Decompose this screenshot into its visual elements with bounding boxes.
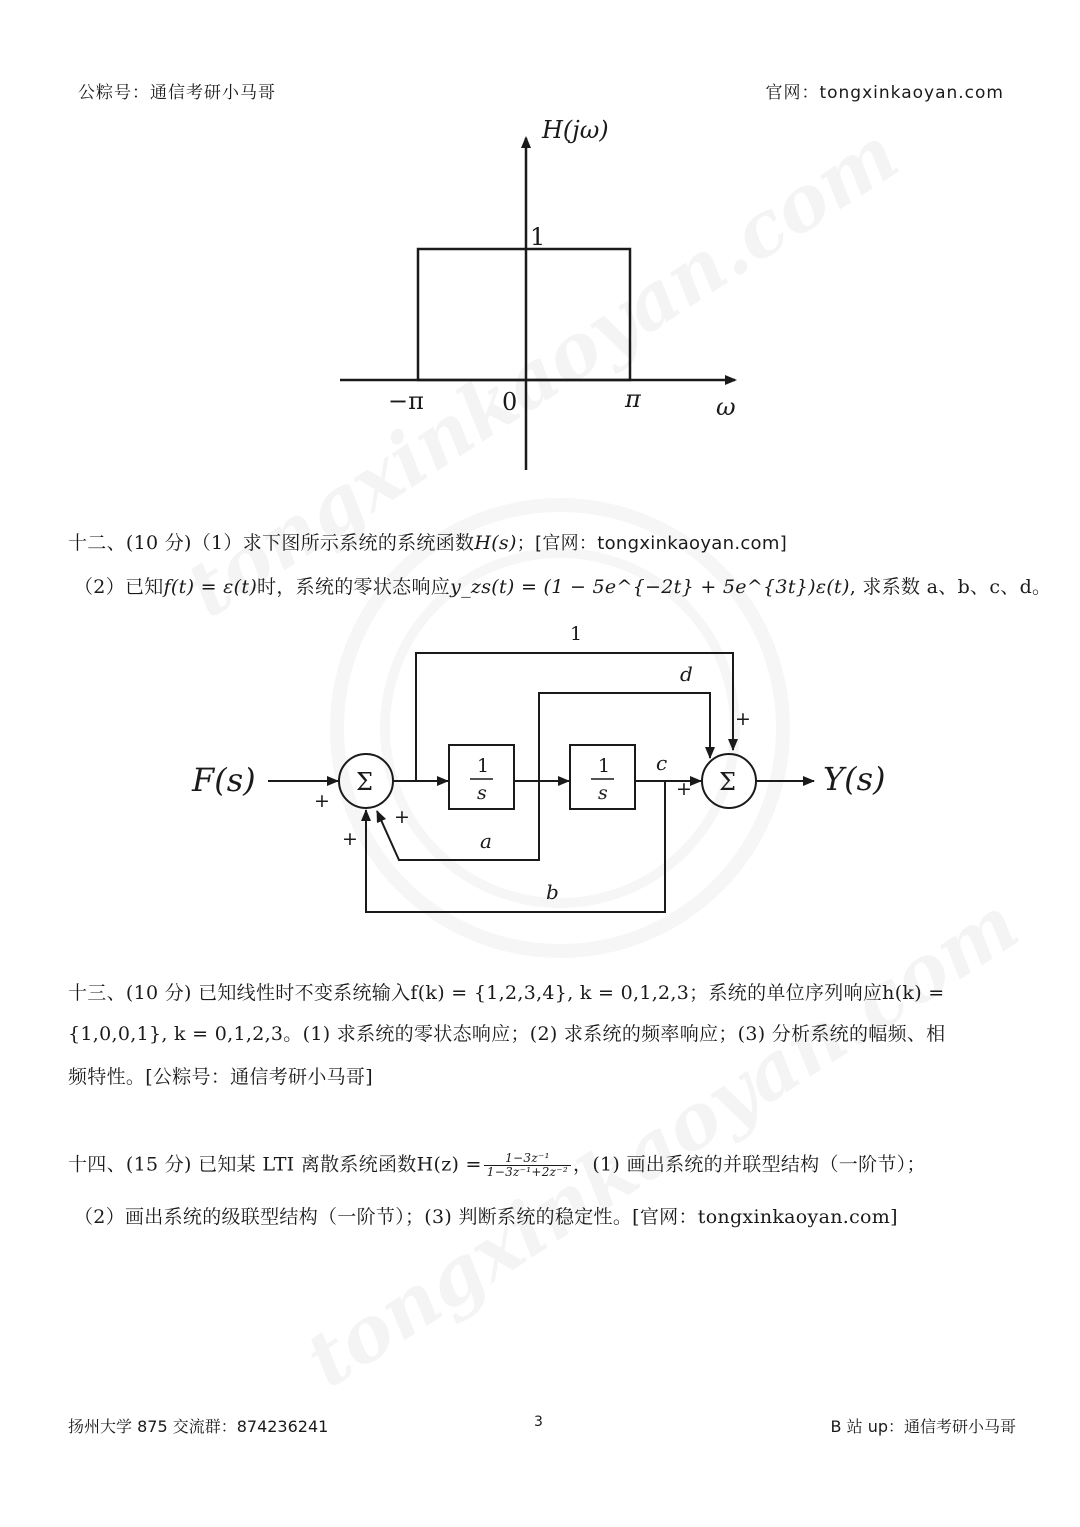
plus-sign-input: + bbox=[314, 790, 330, 812]
q12-line2-math2: y_zs(t) = (1 − 5e^{−2t} + 5e^{3t})ε(t) bbox=[450, 576, 850, 598]
gain-b-label: b bbox=[546, 880, 559, 904]
watermark-text-lower bbox=[290, 879, 1034, 1405]
q12-line1-math: H(s) bbox=[474, 532, 517, 554]
q12-line2-text-b: 时，系统的零状态响应 bbox=[257, 576, 451, 598]
q12-line2-math1: f(t) = ε(t) bbox=[163, 576, 258, 598]
q12-line1 bbox=[68, 532, 787, 555]
y-axis-label: H(jω) bbox=[542, 116, 609, 144]
q14-frac-den: 1−3z⁻¹+2z⁻² bbox=[486, 1165, 569, 1180]
q14-line1-text-a: 十四、(15 分) 已知某 LTI 离散系统函数H(z) = bbox=[68, 1153, 482, 1176]
integrator-2-num: 1 bbox=[598, 755, 611, 777]
q13-line3: 频特性。[公粽号：通信考研小马哥] bbox=[68, 1066, 373, 1088]
block-diagram bbox=[180, 615, 900, 925]
header-right: 官网：tongxinkaoyan.com bbox=[765, 83, 1004, 103]
q12-line1-text-a: 十二、(10 分)（1）求下图所示系统的系统函数 bbox=[68, 532, 475, 554]
passband-rect bbox=[418, 249, 630, 380]
page-number: 3 bbox=[534, 1414, 543, 1430]
integrator-1-num: 1 bbox=[477, 755, 490, 777]
plus-sign-a: + bbox=[394, 806, 410, 828]
plus-sign-top: + bbox=[735, 708, 751, 730]
input-label: F(s) bbox=[192, 761, 256, 799]
integrator-1-den: s bbox=[477, 782, 487, 804]
output-label: Y(s) bbox=[823, 760, 886, 798]
q13-line1: 十三、(10 分) 已知线性时不变系统输入f(k) = {1,2,3,4}, k = 0,1,2,3；系统的单位序列响应h(k) = bbox=[68, 982, 945, 1004]
q12-line1-text-b: ；[官网：tongxinkaoyan.com] bbox=[516, 533, 788, 554]
gain-top-label: 1 bbox=[570, 623, 583, 645]
summer-left-symbol: Σ bbox=[356, 768, 373, 796]
plus-sign-c: + bbox=[676, 778, 692, 800]
q12-line2 bbox=[74, 576, 1051, 599]
header-left: 公粽号：通信考研小马哥 bbox=[78, 83, 276, 103]
q14-frac-num: 1−3z⁻¹ bbox=[484, 1152, 571, 1166]
integrator-2-den: s bbox=[598, 782, 608, 804]
gain-d-label: d bbox=[680, 662, 693, 686]
level-label: 1 bbox=[530, 223, 546, 251]
tick-zero: 0 bbox=[502, 388, 518, 416]
summer-right-symbol: Σ bbox=[719, 768, 736, 796]
q14-line2: （2）画出系统的级联型结构（一阶节）；(3) 判断系统的稳定性。[官网：tongxinkaoyan.com] bbox=[74, 1206, 898, 1228]
tick-pi: π bbox=[625, 385, 641, 413]
q13-line2: {1,0,0,1}, k = 0,1,2,3。(1) 求系统的零状态响应；(2) 求系统的频率响应；(3) 分析系统的幅频、相 bbox=[68, 1023, 946, 1045]
q14-fraction bbox=[484, 1152, 571, 1179]
tick-neg-pi: −π bbox=[388, 387, 424, 415]
gain-c-label: c bbox=[656, 751, 668, 775]
footer-right: B 站 up：通信考研小马哥 bbox=[830, 1417, 1016, 1436]
x-axis-label: ω bbox=[716, 393, 736, 421]
q12-line2-text-a: （2）已知 bbox=[74, 576, 164, 598]
footer-left: 扬州大学 875 交流群：874236241 bbox=[68, 1417, 329, 1436]
gain-a-label: a bbox=[480, 829, 492, 853]
q14-line1-text-b: ，(1) 画出系统的并联型结构（一阶节）； bbox=[573, 1153, 926, 1176]
q12-line2-text-c: , 求系数 a、b、c、d。 bbox=[849, 576, 1052, 598]
frequency-response-figure bbox=[320, 110, 760, 480]
q14-line1 bbox=[68, 1152, 926, 1179]
plus-sign-b: + bbox=[342, 828, 358, 850]
